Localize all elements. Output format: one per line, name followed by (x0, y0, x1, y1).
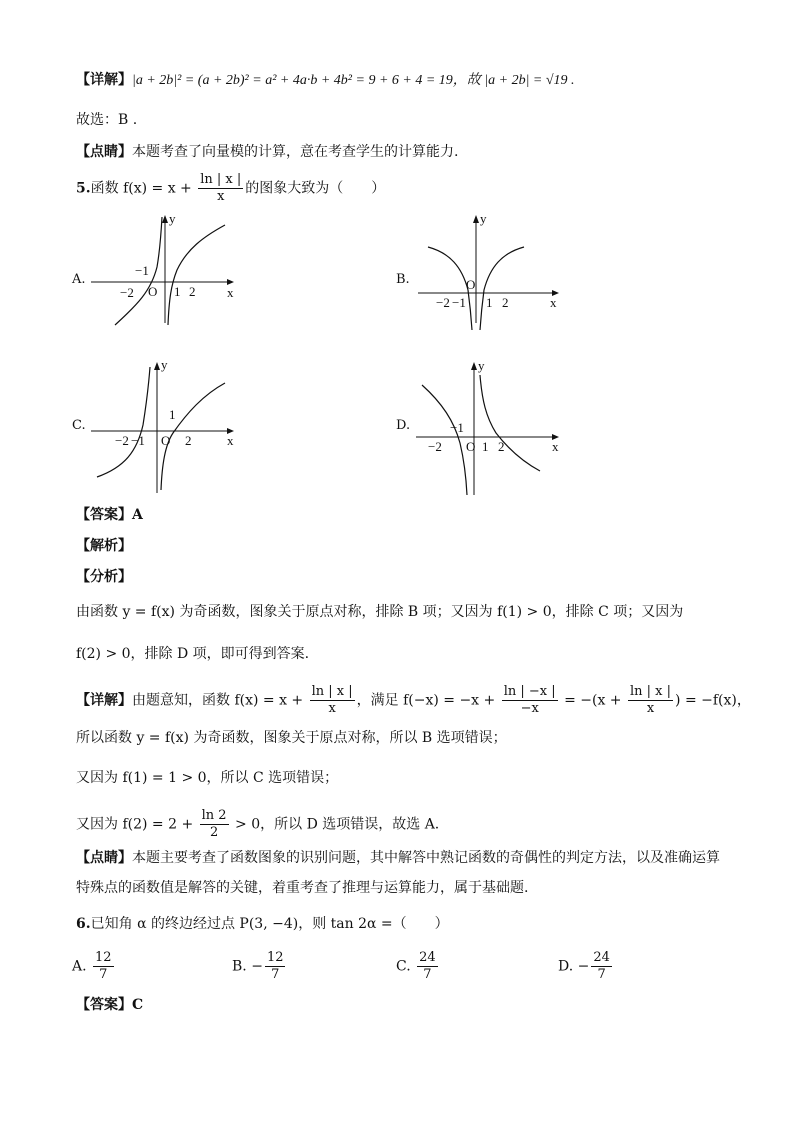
q6-option-d-den: 7 (597, 967, 606, 982)
d1-frac1 (310, 684, 355, 717)
q5-detail-line2: 所以函数 y = f(x) 为奇函数，图象关于原点对称，所以 B 选项错误； (76, 730, 507, 746)
label-origin: O (466, 277, 476, 292)
q5-comment-line2: 特殊点的函数值是解答的关键，着重考查了推理与运算能力，属于基础题. (76, 880, 529, 896)
answer-tag: 【答案】 (76, 507, 132, 523)
y-arrow (162, 215, 168, 223)
q6-option-d-frac (591, 950, 612, 983)
comment-tag: 【点睛】 (76, 144, 132, 160)
d4-part-a: 又因为 f(2) = 2 + (76, 816, 198, 833)
label-one: 1 (174, 284, 181, 299)
q5-answer-line (76, 505, 143, 525)
label-x: x (227, 433, 234, 448)
label-y: y (478, 358, 485, 373)
y-arrow (471, 362, 477, 370)
curve-right (480, 247, 524, 330)
q5-option-b-label: B. (396, 272, 410, 287)
q6-option-c-num: 24 (419, 950, 436, 965)
prev-detail-line (76, 70, 575, 91)
d1-frac3-num: ln | x | (630, 684, 672, 699)
q5-number: 5. (76, 180, 91, 197)
label-origin: O (161, 433, 171, 448)
label-two: 2 (185, 433, 192, 448)
d1-part-d: ) = −f(x)， (675, 692, 751, 709)
q5-detail-line3: 又因为 f(1) = 1 > 0，所以 C 选项错误； (76, 770, 339, 786)
y-arrow (154, 362, 160, 370)
label-neg2: −2 (120, 285, 134, 300)
graph-d (410, 355, 570, 500)
d4-frac (200, 808, 229, 841)
q6-option-d-num: 24 (593, 950, 610, 965)
q5-detail-line4 (76, 808, 439, 841)
q5-fenxi-line2: f(2) > 0，排除 D 项，即可得到答案. (76, 646, 310, 662)
label-y: y (161, 357, 168, 372)
d1-frac1-num: ln | x | (311, 684, 353, 699)
y-arrow (473, 215, 479, 223)
q6-number: 6. (76, 916, 91, 932)
label-neg2: −2 (115, 433, 129, 448)
q5-detail-line1 (76, 684, 751, 717)
q6-stem (76, 914, 449, 934)
d1-part-a: 由题意知，函数 f(x) = x + (132, 692, 308, 709)
q6-option-d-label: D. (558, 958, 574, 975)
q6-option-b-sign: − (251, 958, 263, 975)
q6-option-d-sign: − (577, 958, 590, 975)
q5-frac-den: x (217, 189, 225, 204)
label-neg1: −1 (135, 263, 149, 278)
curve-right (480, 375, 540, 471)
q6-option-a-frac (93, 950, 114, 983)
graph-b (410, 205, 570, 330)
q5-comment-line1 (76, 848, 720, 868)
q6-option-a-label: A. (72, 958, 87, 975)
label-origin: O (148, 284, 158, 299)
d1-frac2-num: ln | −x | (503, 684, 556, 699)
label-neg2: −2 (436, 295, 450, 310)
q6-option-c-frac (417, 950, 438, 983)
q5-stem-b: 的图象大致为（ ） (245, 180, 386, 197)
label-neg1: −1 (450, 420, 464, 435)
q6-option-d (558, 950, 614, 983)
q5-option-a-label: A. (72, 272, 86, 287)
q5-stem-a: 函数 f(x) = x + (90, 180, 197, 197)
q6-option-b-den: 7 (271, 967, 280, 982)
label-one: 1 (482, 439, 489, 454)
label-neg1: −1 (131, 433, 145, 448)
q6-option-c-label: C. (396, 958, 411, 975)
q6-stem-text: 已知角 α 的终边经过点 P(3, −4)，则 tan 2α =（ ） (90, 916, 449, 932)
q6-option-c-den: 7 (423, 967, 432, 982)
curve-right (161, 383, 225, 490)
d1-frac2-den: −x (520, 701, 539, 716)
q5-option-c-label: C. (72, 418, 86, 433)
label-y: y (169, 211, 176, 226)
d1-frac1-den: x (328, 701, 336, 716)
d4-frac-den: 2 (209, 825, 219, 840)
q5-analysis-tag: 【解析】 (76, 538, 132, 554)
label-y: y (480, 211, 487, 226)
label-x: x (550, 295, 557, 310)
d1-frac3-den: x (646, 701, 655, 716)
q6-option-a-num: 12 (95, 950, 112, 965)
answer-value: C (132, 997, 144, 1013)
q5-fenxi-line1: 由函数 y = f(x) 为奇函数，图象关于原点对称，排除 B 项；又因为 f(1) > 0，排除 C 项；又因为 (76, 604, 684, 620)
d1-part-c: = −(x + (559, 692, 626, 709)
label-neg2: −2 (428, 439, 442, 454)
prev-comment-line (76, 142, 458, 162)
q5-stem (76, 172, 385, 205)
answer-value: A (132, 507, 143, 523)
d1-frac3 (628, 684, 673, 717)
curve-right (168, 225, 225, 325)
d4-part-b: > 0，所以 D 选项错误，故选 A. (230, 816, 440, 833)
label-one: 1 (486, 295, 493, 310)
d4-frac-num: ln 2 (201, 808, 227, 823)
label-origin: O (466, 439, 476, 454)
detail-tag: 【详解】 (76, 72, 132, 88)
label-two: 2 (189, 284, 196, 299)
q6-option-b-frac (265, 950, 286, 983)
curve-left (97, 367, 150, 477)
q6-answer-line (76, 995, 143, 1015)
q5-fraction (198, 172, 243, 205)
graph-a (85, 205, 245, 330)
detail-tag: 【详解】 (76, 692, 132, 709)
label-neg1: −1 (452, 295, 466, 310)
d1-part-b: ，满足 f(−x) = −x + (356, 692, 500, 709)
label-x: x (552, 439, 559, 454)
q6-option-a (72, 950, 116, 983)
q5-option-d-label: D. (396, 418, 411, 433)
vector-expression: |a + 2b|² = (a + 2b)² = a² + 4a·b + 4b² = 9 + 6 + 4 = 19，故 |a + 2b| = √19 . (132, 73, 575, 88)
label-two: 2 (502, 295, 509, 310)
answer-tag: 【答案】 (76, 997, 132, 1013)
q6-option-b-label: B. (232, 958, 247, 975)
q6-option-a-den: 7 (99, 967, 108, 982)
comment-tag: 【点睛】 (76, 850, 132, 866)
q5-fenxi-tag: 【分析】 (76, 569, 132, 585)
q6-option-c (396, 950, 440, 983)
d1-frac2 (502, 684, 558, 717)
comment-text: 本题考查了向量模的计算，意在考查学生的计算能力. (132, 144, 459, 160)
label-one: 1 (169, 407, 176, 422)
graph-c (85, 355, 245, 495)
q6-option-b (232, 950, 287, 983)
comment-text-1: 本题主要考查了函数图象的识别问题，其中解答中熟记函数的奇偶性的判定方法，以及准确运算 (132, 850, 720, 866)
q6-option-b-num: 12 (266, 950, 284, 965)
label-two: 2 (498, 439, 505, 454)
q5-frac-num: ln | x | (200, 172, 242, 187)
label-x: x (227, 285, 234, 300)
prev-choose: 故选：B . (76, 112, 138, 128)
